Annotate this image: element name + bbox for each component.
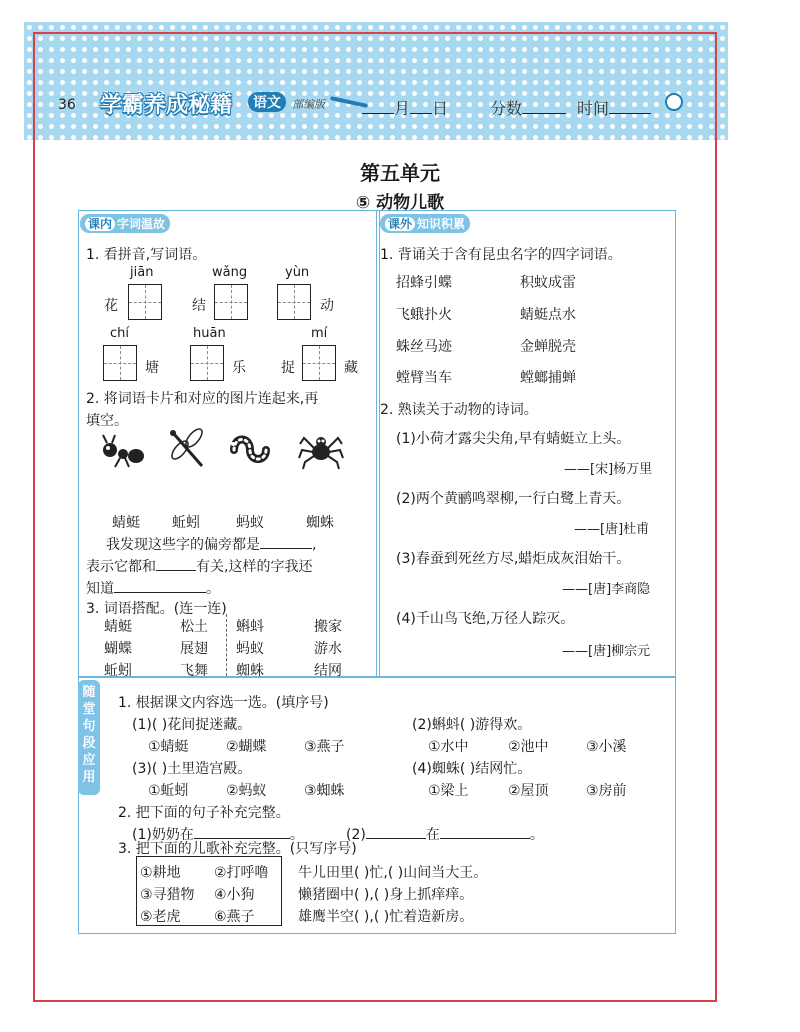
choice-option: ②蚂蚁 bbox=[226, 783, 267, 799]
time-label: 时间 bbox=[577, 99, 610, 118]
pinyin-3: yùn bbox=[285, 265, 310, 280]
question-1: 1. 根据课文内容选一选。(填序号) bbox=[118, 695, 329, 711]
match-item[interactable]: 结网 bbox=[314, 663, 342, 679]
idiom: 螳臂当车 bbox=[396, 370, 452, 386]
writing-grid[interactable] bbox=[190, 345, 224, 381]
writing-grid[interactable] bbox=[214, 284, 248, 320]
clock-icon bbox=[665, 93, 683, 111]
song-option: ②打呼噜 bbox=[214, 865, 269, 881]
song-option: ⑤老虎 bbox=[140, 909, 181, 925]
poem-line: (2)两个黄鹂鸣翠柳,一行白鹭上青天。 bbox=[396, 491, 631, 507]
choice-stem[interactable]: (3)( )土里造宫殿。 bbox=[132, 761, 252, 777]
page-number: 36 bbox=[58, 97, 76, 113]
idiom: 蛛丝马迹 bbox=[396, 339, 452, 355]
choice-stem[interactable]: (2)蝌蚪( )游得欢。 bbox=[412, 717, 532, 733]
song-line[interactable]: 懒猪圈中( ),( )身上抓痒痒。 bbox=[298, 887, 474, 903]
word-card-earthworm[interactable]: 蚯蚓 bbox=[172, 515, 200, 531]
choice-option: ②蝴蝶 bbox=[226, 739, 267, 755]
word-card-spider[interactable]: 蜘蛛 bbox=[306, 515, 334, 531]
answer-blank[interactable] bbox=[260, 548, 312, 549]
idiom: 螳螂捕蝉 bbox=[520, 370, 576, 386]
unit-title: 第五单元 bbox=[360, 161, 440, 185]
match-item[interactable]: 飞舞 bbox=[180, 663, 208, 679]
lesson-title: ⑤ 动物儿歌 bbox=[355, 193, 445, 213]
match-item[interactable]: 蝌蚪 bbox=[236, 619, 264, 635]
char-move: 动 bbox=[320, 298, 334, 314]
ant-icon[interactable] bbox=[100, 432, 146, 470]
pinyin-5: huān bbox=[193, 326, 226, 341]
fill-sentence-2: 表示它都和 有关,这样的字我还 bbox=[86, 559, 313, 575]
question-2: 2. 熟读关于动物的诗词。 bbox=[380, 402, 538, 418]
idiom: 招蜂引蝶 bbox=[396, 275, 452, 291]
question-2: 2. 把下面的句子补充完整。 bbox=[118, 805, 290, 821]
earthworm-icon[interactable] bbox=[228, 432, 272, 470]
match-item[interactable]: 展翅 bbox=[180, 641, 208, 657]
pinyin-4: chí bbox=[110, 326, 129, 341]
match-item[interactable]: 松土 bbox=[180, 619, 208, 635]
answer-blank[interactable] bbox=[114, 592, 206, 593]
time-field[interactable] bbox=[577, 96, 651, 119]
poem-line: (1)小荷才露尖尖角,早有蜻蜓立上头。 bbox=[396, 431, 631, 447]
word-card-dragonfly[interactable]: 蜻蜓 bbox=[112, 515, 140, 531]
answer-blank[interactable] bbox=[156, 570, 196, 571]
song-option: ①耕地 bbox=[140, 865, 181, 881]
choice-option: ①梁上 bbox=[428, 783, 469, 799]
section-tag-practice: 随 堂 句 段 应 用 bbox=[78, 680, 100, 795]
fill-sentence-3: 知道 。 bbox=[86, 581, 220, 597]
match-item[interactable]: 蜘蛛 bbox=[236, 663, 264, 679]
subject-badge: 语文 bbox=[248, 92, 286, 112]
choice-option: ③燕子 bbox=[304, 739, 345, 755]
choice-option: ③小溪 bbox=[586, 739, 627, 755]
match-item[interactable]: 游水 bbox=[314, 641, 342, 657]
match-item[interactable]: 搬家 bbox=[314, 619, 342, 635]
choice-option: ③房前 bbox=[586, 783, 627, 799]
idiom: 蜻蜓点水 bbox=[520, 307, 576, 323]
choice-stem[interactable]: (1)( )花间捉迷藏。 bbox=[132, 717, 252, 733]
choice-option: ①蚯蚓 bbox=[148, 783, 189, 799]
char-flower: 花 bbox=[104, 298, 118, 314]
pinyin-1: jiān bbox=[130, 265, 154, 280]
edition-label: 部编版 bbox=[292, 98, 325, 111]
idiom: 积蚊成雷 bbox=[520, 275, 576, 291]
song-option: ⑥燕子 bbox=[214, 909, 255, 925]
poem-author: ——[宋]杨万里 bbox=[564, 462, 653, 477]
writing-grid[interactable] bbox=[277, 284, 311, 320]
pinyin-6: mí bbox=[311, 326, 328, 341]
song-line[interactable]: 雄鹰半空( ),( )忙着造新房。 bbox=[298, 909, 474, 925]
char-catch: 捉 bbox=[281, 360, 295, 376]
match-item[interactable]: 蝴蝶 bbox=[104, 641, 132, 657]
match-item[interactable]: 蚯蚓 bbox=[104, 663, 132, 679]
question-2-cont: 填空。 bbox=[86, 413, 128, 429]
writing-grid[interactable] bbox=[128, 284, 162, 320]
song-option: ③寻猎物 bbox=[140, 887, 195, 903]
score-field[interactable] bbox=[490, 96, 566, 119]
word-card-ant[interactable]: 蚂蚁 bbox=[236, 515, 264, 531]
poem-author: ——[唐]李商隐 bbox=[562, 582, 651, 597]
question-2: 2. 将词语卡片和对应的图片连起来,再 bbox=[86, 391, 319, 407]
poem-line: (3)春蚕到死丝方尽,蜡炬成灰泪始干。 bbox=[396, 551, 631, 567]
choice-option: ③蜘蛛 bbox=[304, 783, 345, 799]
answer-blank[interactable] bbox=[440, 838, 530, 839]
poem-author: ——[唐]柳宗元 bbox=[562, 644, 651, 659]
month-label: 月 bbox=[394, 99, 411, 118]
choice-option: ②池中 bbox=[508, 739, 549, 755]
choice-option: ①蜻蜓 bbox=[148, 739, 189, 755]
idiom: 飞蛾扑火 bbox=[396, 307, 452, 323]
pinyin-2: wǎng bbox=[212, 265, 248, 280]
choice-option: ①水中 bbox=[428, 739, 469, 755]
day-label: 日 bbox=[432, 99, 449, 118]
char-joy: 乐 bbox=[232, 360, 246, 376]
writing-grid[interactable] bbox=[302, 345, 336, 381]
char-hide: 藏 bbox=[344, 360, 358, 376]
fill-sentence-1: 我发现这些字的偏旁都是 , bbox=[106, 537, 317, 553]
choice-stem[interactable]: (4)蜘蛛( )结网忙。 bbox=[412, 761, 532, 777]
poem-line: (4)千山鸟飞绝,万径人踪灭。 bbox=[396, 611, 575, 627]
section-tag-in-class: 课内 字词温故 bbox=[80, 214, 170, 233]
match-item[interactable]: 蜻蜓 bbox=[104, 619, 132, 635]
song-option: ④小狗 bbox=[214, 887, 255, 903]
divider bbox=[226, 614, 227, 676]
writing-grid[interactable] bbox=[103, 345, 137, 381]
poem-author: ——[唐]杜甫 bbox=[574, 522, 650, 537]
answer-blank[interactable] bbox=[366, 838, 426, 839]
sentence-completion-1: (1)奶奶在 。 bbox=[132, 827, 304, 843]
question-3: 3. 词语搭配。(连一连) bbox=[86, 601, 227, 617]
score-label: 分数 bbox=[490, 99, 523, 118]
date-field[interactable] bbox=[362, 96, 448, 119]
section-tag-extracurricular: 课外 知识积累 bbox=[380, 214, 470, 233]
question-3: 3. 把下面的儿歌补充完整。(只写序号) bbox=[118, 841, 357, 857]
spider-icon[interactable] bbox=[298, 430, 344, 470]
question-1: 1. 看拼音,写词语。 bbox=[86, 247, 207, 263]
match-item[interactable]: 蚂蚁 bbox=[236, 641, 264, 657]
dragonfly-icon[interactable] bbox=[166, 428, 210, 472]
char-pond: 塘 bbox=[145, 360, 159, 376]
idiom: 金蝉脱壳 bbox=[520, 339, 576, 355]
song-line[interactable]: 牛儿田里( )忙,( )山间当大王。 bbox=[298, 865, 488, 881]
char-knot: 结 bbox=[192, 298, 206, 314]
choice-option: ②屋顶 bbox=[508, 783, 549, 799]
brand-title: 学霸养成秘籍 bbox=[100, 93, 233, 118]
question-1: 1. 背诵关于含有昆虫名字的四字词语。 bbox=[380, 247, 622, 263]
sentence-completion-2: (2) 在 。 bbox=[346, 827, 544, 843]
